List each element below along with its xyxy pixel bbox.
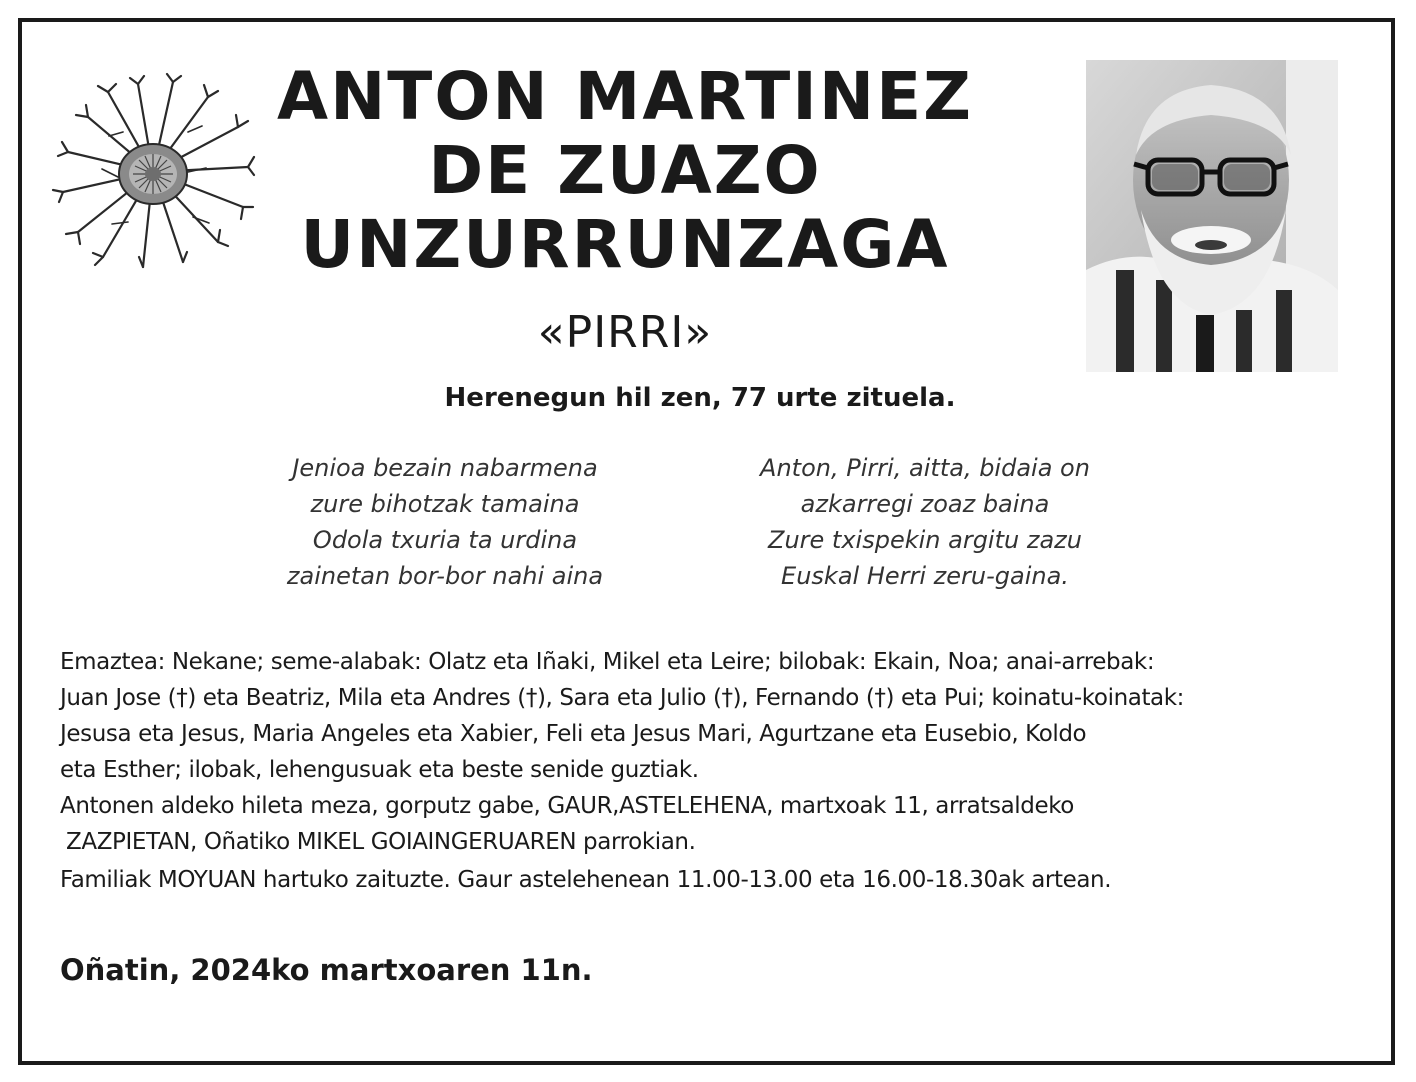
portrait-photo — [1086, 60, 1338, 372]
age-line: Herenegun hil zen, 77 urte zituela. — [444, 383, 956, 413]
poem-left — [205, 450, 685, 594]
nickname: «PIRRI» — [537, 307, 713, 358]
deceased-name — [220, 60, 1030, 282]
ceremony-line: Antonen aldeko hileta meza, gorputz gabe, GAUR,ASTELEHENA, martxoak 11, arratsaldeko — [60, 793, 1074, 819]
poem-line: zure bihotzak tamaina — [310, 490, 580, 518]
family-line: Juan Jose (†) eta Beatriz, Mila eta Andres (†), Sara eta Julio (†), Fernando (†) eta Pui; koinatu-koinatak: — [60, 685, 1185, 711]
family-line: Jesusa eta Jesus, Maria Angeles eta Xabier, Feli eta Jesus Mari, Agurtzane eta Eusebio, Koldo — [60, 721, 1087, 747]
poem-line: Anton, Pirri, aitta, bidaia on — [760, 454, 1090, 482]
family-line: eta Esther; ilobak, lehengusuak eta beste senide guztiak. — [60, 757, 699, 783]
poem-line: azkarregi zoaz baina — [800, 490, 1050, 518]
family-and-ceremony — [60, 644, 1360, 898]
name-line-1: ANTON MARTINEZ — [276, 58, 974, 135]
poem-right — [685, 450, 1165, 594]
poem-line: Jenioa bezain nabarmena — [292, 454, 598, 482]
name-line-3: UNZURRUNZAGA — [300, 206, 950, 283]
poem-line: Zure txispekin argitu zazu — [768, 526, 1082, 554]
name-line-2: DE ZUAZO — [428, 132, 822, 209]
visitation-line: Familiak MOYUAN hartuko zaituzte. Gaur astelehenean 11.00-13.00 eta 16.00-18.30ak artean. — [60, 867, 1112, 893]
ceremony-line: ZAZPIETAN, Oñatiko MIKEL GOIAINGERUAREN parrokian. — [66, 829, 696, 855]
poem-line: zainetan bor-bor nahi aina — [286, 562, 604, 590]
poem-line: Odola txuria ta urdina — [312, 526, 578, 554]
place-and-date: Oñatin, 2024ko martxoaren 11n. — [60, 953, 593, 987]
poem-line: Euskal Herri zeru-gaina. — [781, 562, 1069, 590]
family-line: Emaztea: Nekane; seme-alabak: Olatz eta Iñaki, Mikel eta Leire; bilobak: Ekain, Noa; anai-arrebak: — [60, 649, 1155, 675]
